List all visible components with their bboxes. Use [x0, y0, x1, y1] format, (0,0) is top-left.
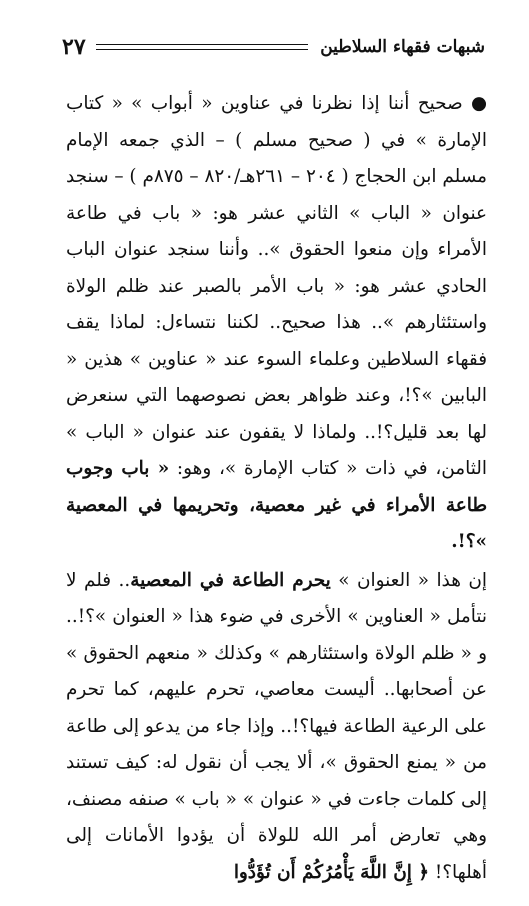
paragraph-2-text-b: .. فلم لا نتأمل « العناوين » الأخرى في ضوء هذا « العنوان »؟!.. و « ظلم الولاة واستئثارهم » وكذلك « منعهم الحقوق » عن أصحابها.. أليست معاصي، تحرم عليهم، كما تحرم على الرعية الطاعة فيها؟!.. وإذا جاء من يدعو إلى طاعة من « يمنع الحقوق »، ألا يجب أن نقول له: كيف تستند إلى كلمات جاءت في « عنوان » « باب » صنفه مصنف، وهي تعارض أمر الله للولاة أن يؤدوا الأمانات إلى أهلها؟! — [66, 569, 487, 883]
chapter-title-bold: « باب وجوب طاعة الأمراء في غير معصية، وتحريمها في المعصية »؟!. — [66, 458, 487, 552]
paragraph-2 — [66, 563, 487, 892]
quran-verse: ﴿ إِنَّ اللَّهَ يَأْمُرُكُمْ أَن تُؤَدُّوا — [233, 861, 430, 883]
paragraph-2-text-a: إن هذا « العنوان » — [330, 569, 487, 591]
body-text — [66, 86, 487, 891]
running-title: شبهات فقهاء السلاطين — [320, 37, 485, 57]
paragraph-1 — [66, 86, 487, 561]
page-number: ٢٧ — [62, 34, 86, 60]
page-header — [62, 30, 485, 64]
emphasis-bold: يحرم الطاعة في المعصية — [130, 569, 331, 591]
header-double-rule — [96, 44, 309, 50]
paragraph-1-text: ● صحيح أننا إذا نظرنا في عناوين « أبواب » « كتاب الإمارة » في ( صحيح مسلم ) – الذي جمعه الإمام مسلم ابن الحجاج ( ٢٠٤ – ٢٦١هـ/٨٢٠ – ٨٧٥م ) – سنجد عنوان « الباب » الثاني عشر هو: « باب في طاعة الأمراء وإن منعوا الحقوق ».. وأننا سنجد عنوان الباب الحادي عشر هو: « باب الأمر بالصبر عند ظلم الولاة واستئثارهم ».. هذا صحيح.. لكننا نتساءل: لماذا يقف فقهاء السلاطين وعلماء السوء عند « عناوين » هذين « البابين »؟!، وعند ظواهر بعض نصوصهما التي سنعرض لها بعد قليل؟!.. ولماذا لا يقفون عند عنوان « الباب » الثامن، في ذات « كتاب الإمارة »، وهو: — [66, 93, 487, 479]
